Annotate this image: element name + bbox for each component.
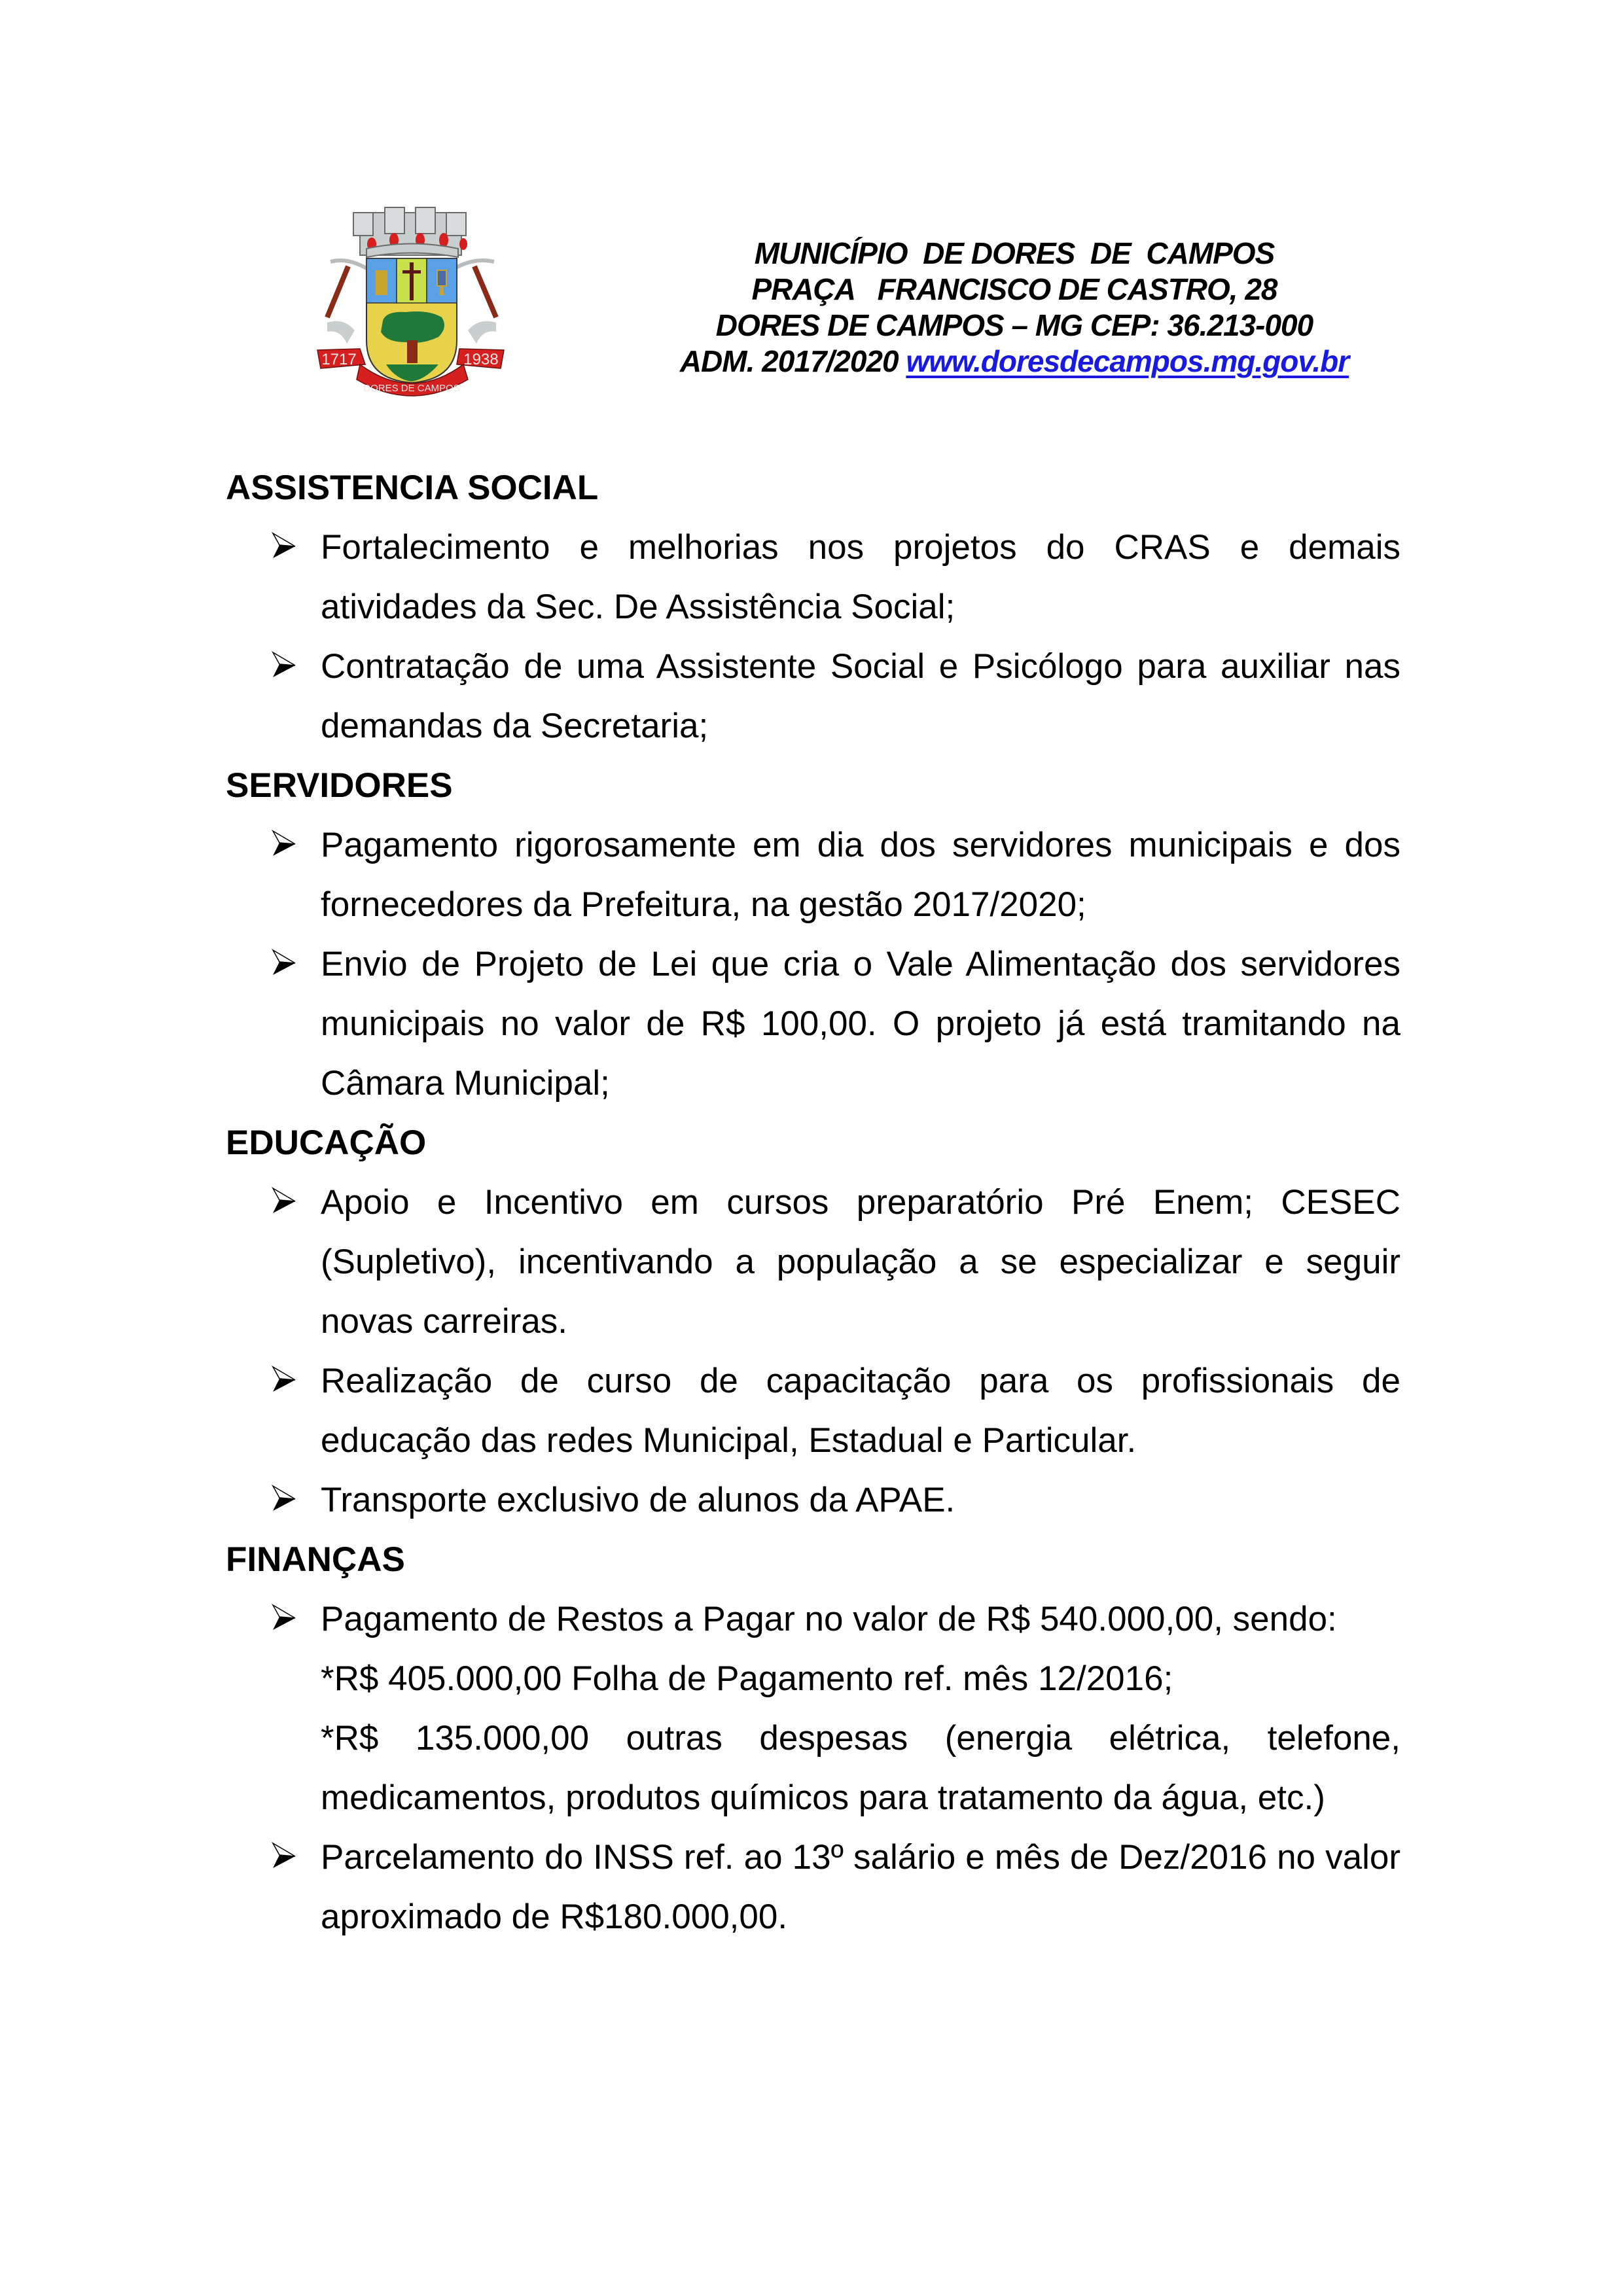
list-item-text: Envio de Projeto de Lei que cria o Vale Alimentação dos servidores municipais no valor de R$ 100,00. O projeto já está tramitando na Câmara Municipal; bbox=[321, 945, 1400, 1103]
list-item-text: Contratação de uma Assistente Social e Psicólogo para auxiliar nas demandas da Secretaria; bbox=[321, 647, 1400, 745]
sub-item: *R$ 135.000,00 outras despesas (energia elétrica, telefone, medicamentos, produtos químicos para tratamento da água, etc.) bbox=[321, 1719, 1400, 1817]
arrowhead-bullet-icon bbox=[272, 1485, 296, 1512]
shield-icon bbox=[366, 258, 457, 383]
arrowhead-bullet-icon bbox=[272, 949, 296, 976]
arrowhead-bullet-icon bbox=[272, 532, 296, 559]
list-item-text: Pagamento de Restos a Pagar no valor de R$ 540.000,00, sendo: bbox=[321, 1600, 1337, 1638]
list-item-text: Transporte exclusivo de alunos da APAE. bbox=[321, 1481, 955, 1519]
header-admin-period: ADM. 2017/2020 bbox=[679, 344, 906, 378]
arrowhead-bullet-icon bbox=[272, 1604, 296, 1631]
list-item-text: Fortalecimento e melhorias nos projetos do CRAS e demais atividades da Sec. De Assistência Social; bbox=[321, 528, 1400, 626]
section-title-financas: FINANÇAS bbox=[226, 1540, 405, 1579]
arrowhead-bullet-icon bbox=[272, 1187, 296, 1214]
section-title-educacao: EDUCAÇÃO bbox=[226, 1123, 427, 1162]
list-item bbox=[226, 1173, 1400, 1351]
document-body bbox=[226, 458, 1400, 1947]
arrowhead-bullet-icon bbox=[272, 1366, 296, 1393]
list-item-text: Realização de curso de capacitação para os profissionais de educação das redes Municipal, Estadual e Particular. bbox=[321, 1362, 1400, 1460]
arrowhead-bullet-icon bbox=[272, 830, 296, 857]
crest-label: DORES DE CAMPOS bbox=[363, 383, 460, 394]
section-title-assistencia-social: ASSISTENCIA SOCIAL bbox=[226, 468, 599, 507]
sub-item: *R$ 405.000,00 Folha de Pagamento ref. mês 12/2016; bbox=[321, 1659, 1173, 1698]
header-admin-line bbox=[628, 344, 1400, 380]
list-item bbox=[226, 934, 1400, 1113]
crest-year-right: 1938 bbox=[463, 351, 499, 368]
municipal-crest-logo bbox=[308, 193, 514, 402]
list-item-text: Pagamento rigorosamente em dia dos servidores municipais e dos fornecedores da Prefeitura, na gestão 2017/2020; bbox=[321, 826, 1400, 924]
header-address: PRAÇA FRANCISCO DE CASTRO, 28 bbox=[751, 272, 1277, 306]
list-item bbox=[226, 637, 1400, 756]
list-item-text: Apoio e Incentivo em cursos preparatório Pré Enem; CESEC (Supletivo), incentivando a população a se especializar e seguir novas carreiras. bbox=[321, 1183, 1400, 1341]
list-item bbox=[226, 1828, 1400, 1947]
list-item bbox=[226, 1589, 1400, 1649]
arrowhead-bullet-icon bbox=[272, 1842, 296, 1869]
mural-crown-icon bbox=[353, 207, 467, 257]
list-item bbox=[226, 815, 1400, 934]
crest-year-left: 1717 bbox=[321, 351, 357, 368]
list-item-text: Parcelamento do INSS ref. ao 13º salário e mês de Dez/2016 no valor aproximado de R$180.000,00. bbox=[321, 1838, 1400, 1936]
website-link[interactable]: www.doresdecampos.mg.gov.br bbox=[906, 344, 1349, 378]
list-item bbox=[226, 518, 1400, 637]
arrowhead-bullet-icon bbox=[272, 651, 296, 679]
letterhead bbox=[628, 236, 1400, 380]
list-item bbox=[226, 1351, 1400, 1470]
list-item bbox=[226, 1470, 1400, 1530]
header-city-cep: DORES DE CAMPOS – MG CEP: 36.213-000 bbox=[715, 308, 1313, 342]
section-title-servidores: SERVIDORES bbox=[226, 766, 453, 805]
header-municipality: MUNICÍPIO DE DORES DE CAMPOS bbox=[754, 236, 1275, 270]
